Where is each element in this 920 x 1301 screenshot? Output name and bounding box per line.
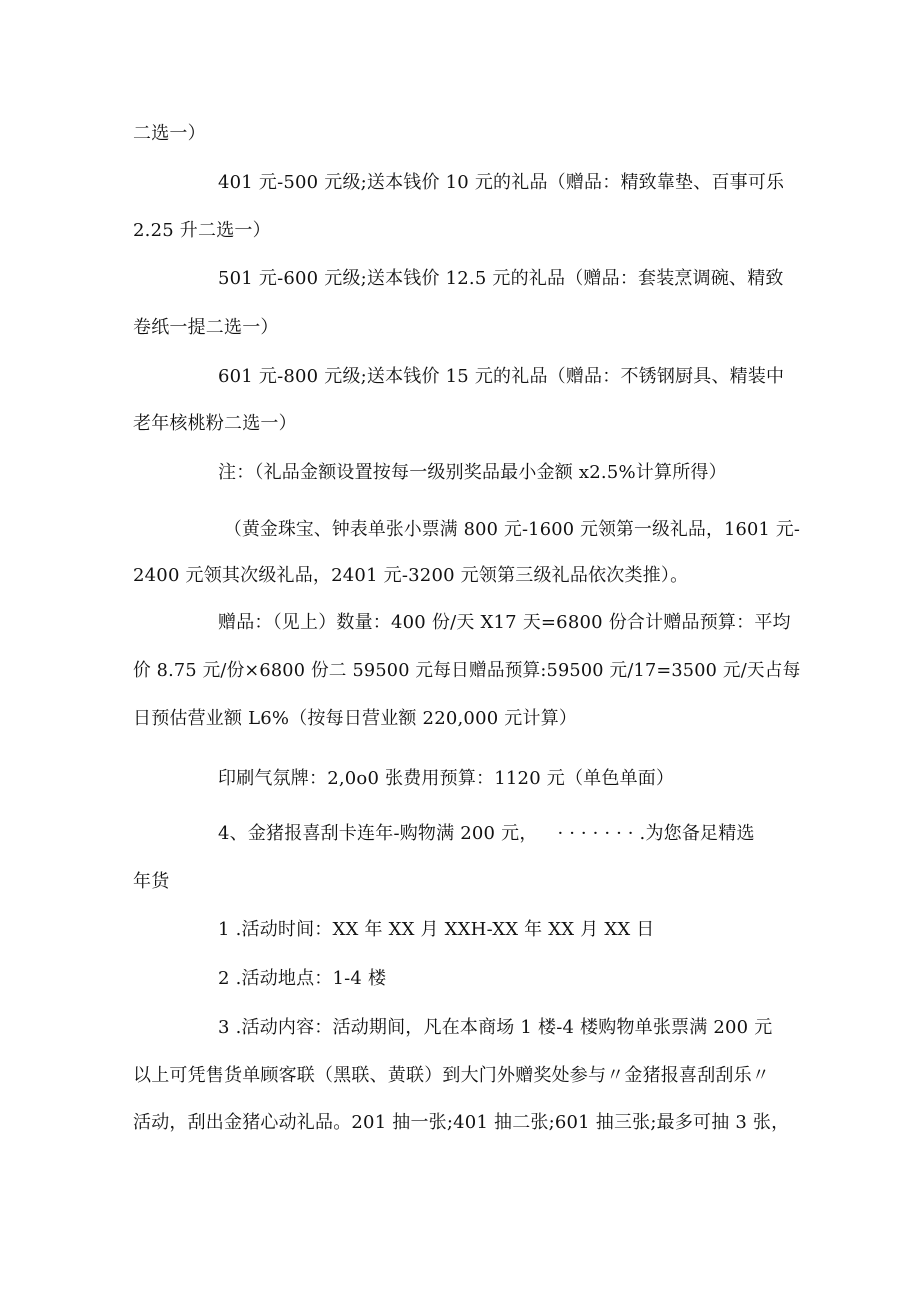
text-line-section-4 — [218, 822, 755, 846]
text-line-jewelry-cont: 2400 元领其次级礼品，2401 元-3200 元领第三级礼品依次类推）。 — [133, 565, 689, 586]
text-line-note: 注：（礼品金额设置按每一级别奖品最小金额 x2.5%计算所得） — [218, 462, 727, 483]
text-line-continuation: 二选一） — [133, 123, 206, 144]
text-line-gift-budget: 赠品：（见上）数量：400 份/天 X17 天=6800 份合计赠品预算：平均 — [218, 612, 791, 633]
section-4-tail: .为您备足精选 — [639, 823, 755, 844]
section-4-title: 4、金猪报喜刮卡连年-购物满 200 元， — [218, 823, 538, 844]
text-line-section-4-cont: 年货 — [133, 871, 170, 892]
list-item-content-cont2: 活动，刮出金猪心动礼品。201 抽一张;401 抽二张;601 抽三张;最多可抽 3 张， — [133, 1112, 790, 1133]
text-line-gift-budget-cont2: 日预估营业额 L6%（按每日营业额 220,000 元计算） — [133, 708, 578, 729]
text-line-tier-501: 501 元-600 元级;送本钱价 12.5 元的礼品（赠品：套装烹调碗、精致 — [218, 268, 784, 289]
text-line-printing: 印刷气氛牌：2,0o0 张费用预算：1120 元（单色单面） — [218, 768, 675, 789]
text-line-tier-501-cont: 卷纸一提二选一） — [133, 317, 279, 338]
text-line-jewelry: （黄金珠宝、钟表单张小票满 800 元-1600 元领第一级礼品，1601 元- — [224, 519, 801, 540]
text-line-tier-401: 401 元-500 元级;送本钱价 10 元的礼品（赠品：精致靠垫、百事可乐 — [218, 172, 785, 193]
list-item-time: 1 .活动时间：XX 年 XX 月 XXH-XX 年 XX 月 XX 日 — [218, 919, 655, 940]
list-item-content: 3 .活动内容：活动期间，凡在本商场 1 楼-4 楼购物单张票满 200 元 — [218, 1017, 773, 1038]
section-4-ellipsis: ······· — [557, 823, 640, 844]
text-line-tier-401-cont: 2.25 升二选一） — [133, 220, 271, 241]
text-line-gift-budget-cont: 价 8.75 元/份×6800 份二 59500 元每日赠品预算:59500 元/17=3500 元/天占每 — [133, 660, 801, 681]
list-item-content-cont: 以上可凭售货单顾客联（黑联、黄联）到大门外赠奖处参与〃金猪报喜刮刮乐〃 — [133, 1065, 770, 1086]
list-item-location: 2 .活动地点：1-4 楼 — [218, 968, 387, 989]
text-line-tier-601-cont: 老年核桃粉二选一） — [133, 413, 297, 434]
text-line-tier-601: 601 元-800 元级;送本钱价 15 元的礼品（赠品：不锈钢厨具、精装中 — [218, 366, 785, 387]
